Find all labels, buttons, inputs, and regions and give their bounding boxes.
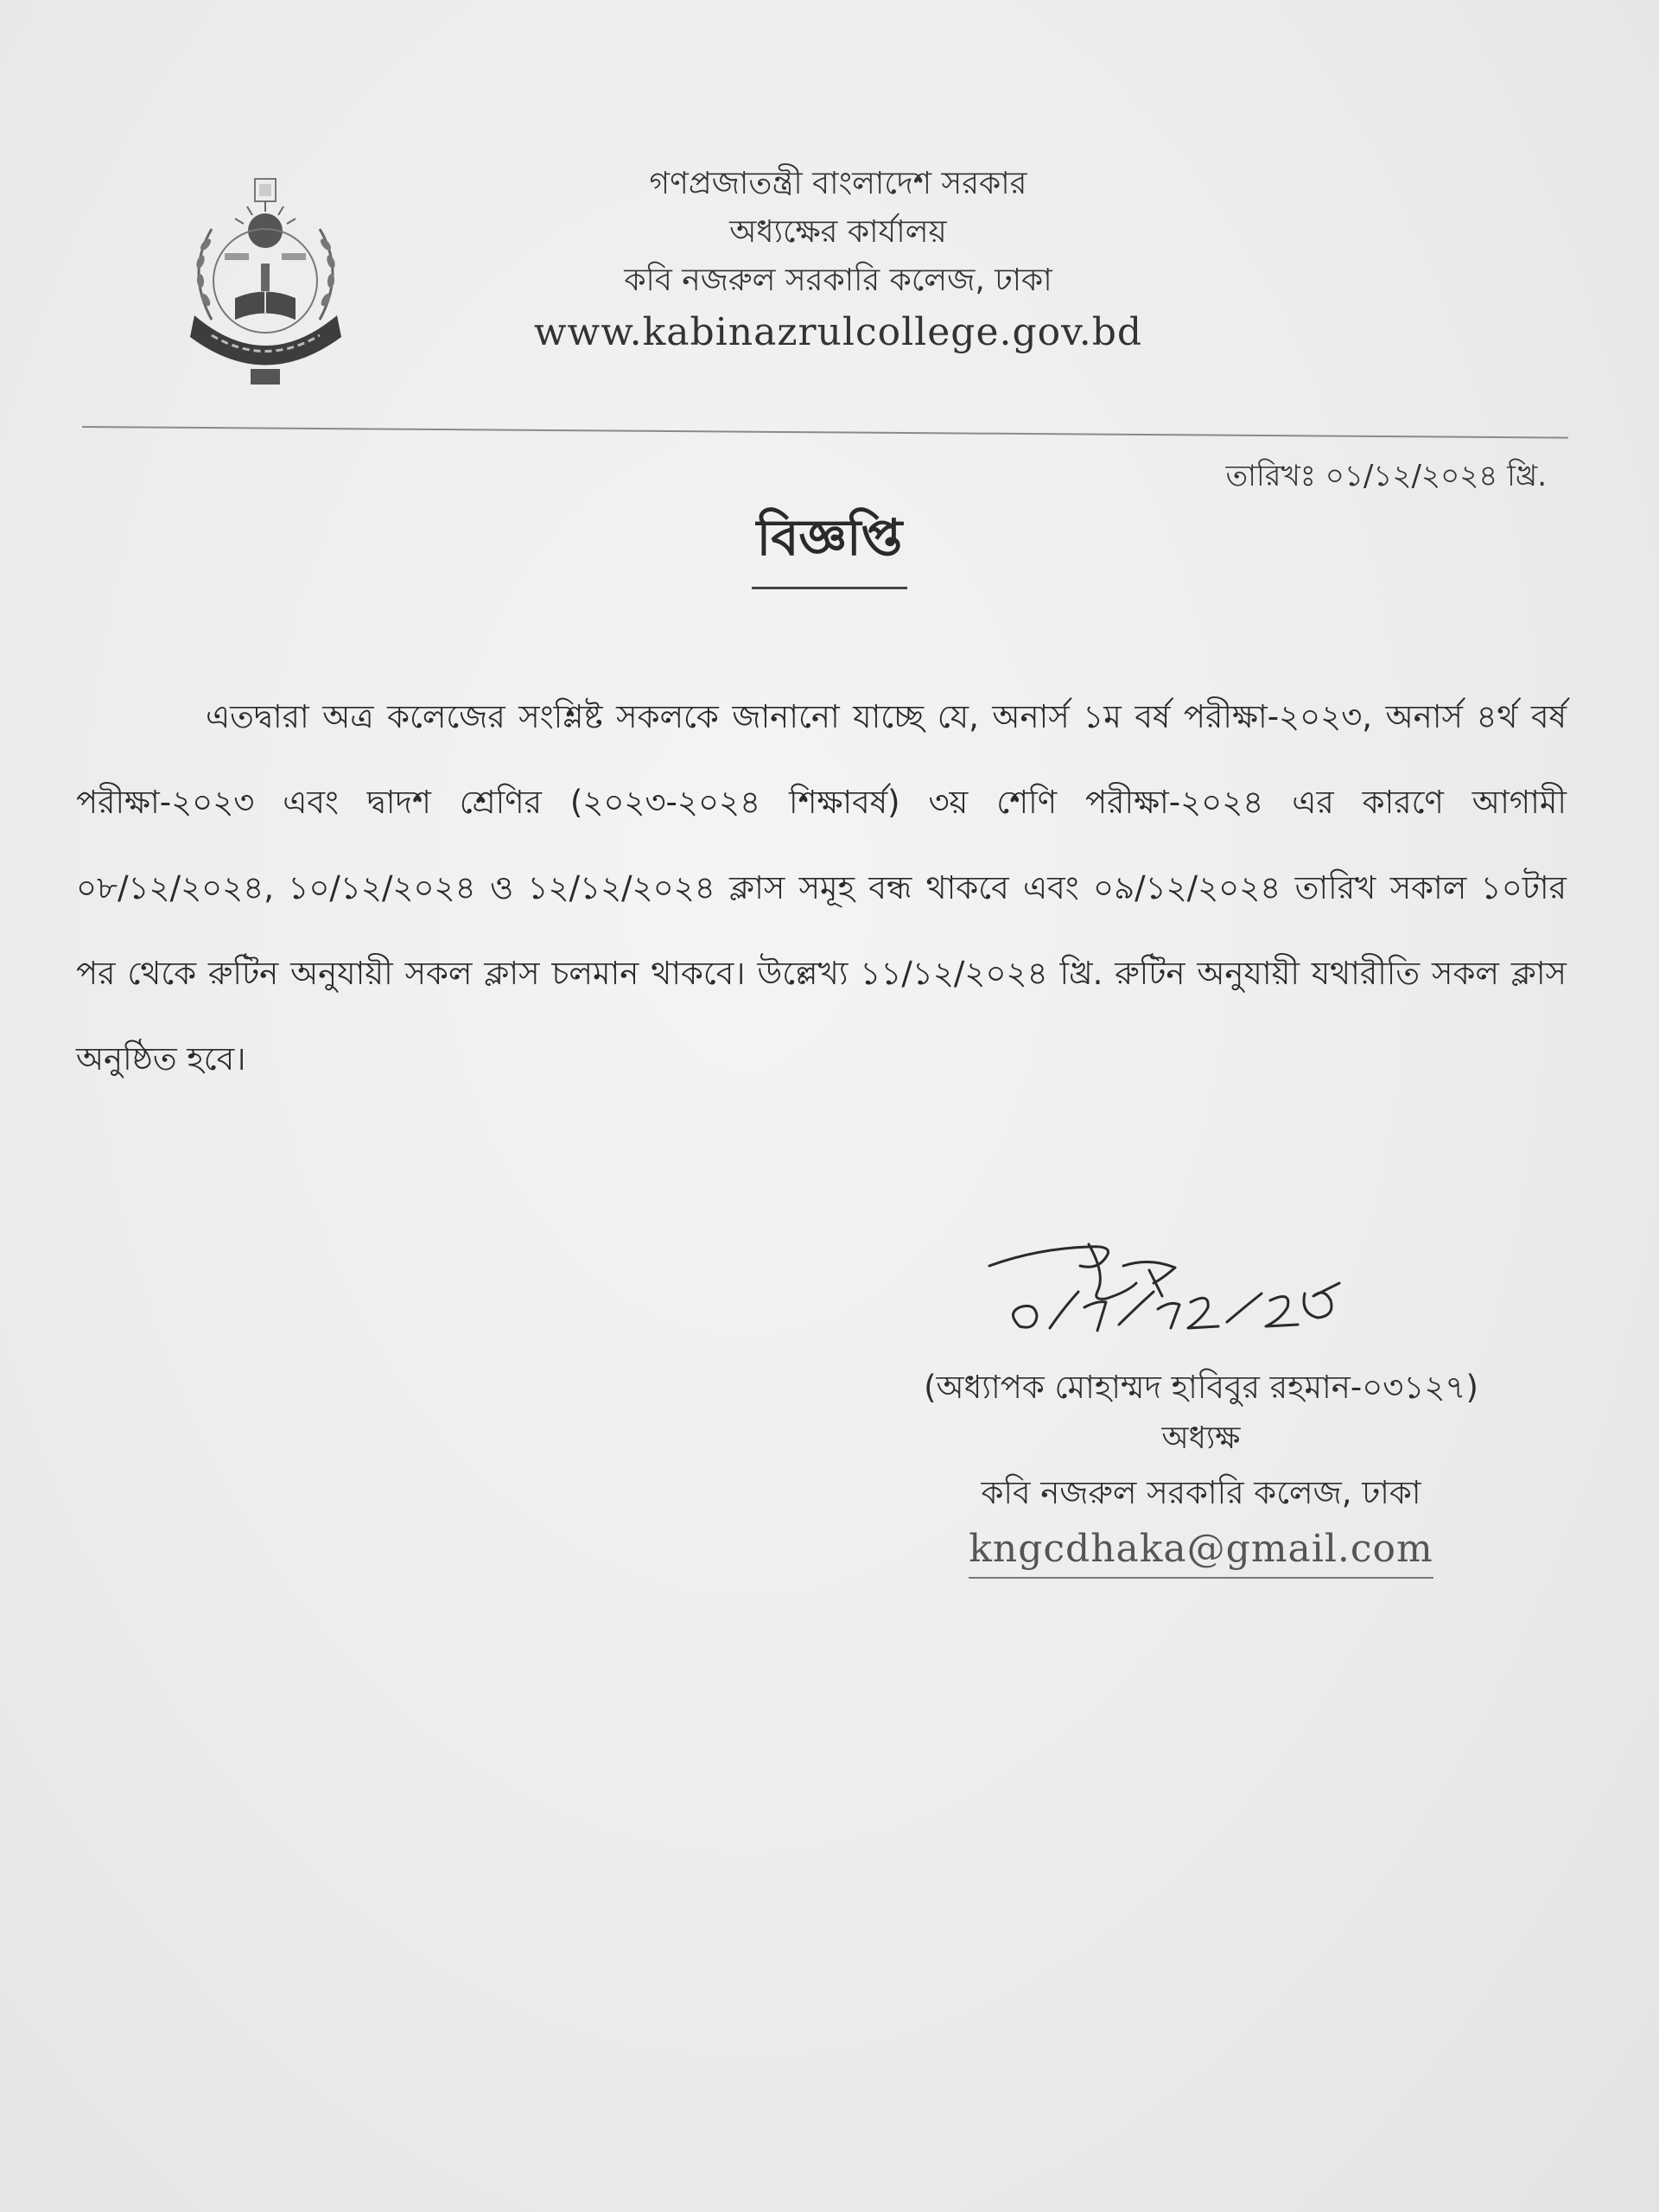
college-name: কবি নজরুল সরকারি কলেজ, ঢাকা [624,263,1052,298]
letterhead [484,160,1192,360]
notice-title: বিজ্ঞপ্তি [752,499,908,589]
website-link[interactable]: www.kabinazrulcollege.gov.bd [533,310,1143,354]
signatory-name: (অধ্যাপক মোহাম্মদ হাবিবুর রহমান-০৩১২৭) [924,1369,1478,1406]
notice-body: এতদ্বারা অত্র কলেজের সংশ্লিষ্ট সকলকে জানানো যাচ্ছে যে, অনার্স ১ম বর্ষ পরীক্ষা-২০২৩, অনার্স ৪র্থ বর্ষ পরীক্ষা-২০২৩ এবং দ্বাদশ শ্রেণির (২০২৩-২০২৪ শিক্ষাবর্ষ) ৩য় শেণি পরীক্ষা-২০২৪ এর কারণে আগামী ০৮/১২/২০২৪, ১০/১২/২০২৪ ও ১২/১২/২০২৪ ক্লাস সমূহ বন্ধ থাকবে এবং ০৯/১২/২০২৪ তারিখ সকাল ১০টার পর থেকে রুটিন অনুযায়ী সকল ক্লাস চলমান থাকবে। উল্লেখ্য ১১/১২/২০২৪ খ্রি. রুটিন অনুযায়ী যথারীতি সকল ক্লাস অনুষ্ঠিত হবে। [76,698,1567,1077]
notice-title-wrapper [0,499,1659,589]
signatory-designation: অধ্যক্ষ [1161,1421,1241,1456]
handwritten-signature [976,1231,1357,1370]
contact-email[interactable]: kngcdhaka@gmail.com [969,1523,1433,1579]
signatory-college: কবি নজরুল সরকারি কলেজ, ঢাকা [981,1474,1421,1511]
office-name: অধ্যক্ষের কার্যালয় [729,214,947,250]
signatory-block [847,1361,1555,1579]
notice-date: তারিখঃ ০১/১২/২০২৪ খ্রি. [1225,459,1547,493]
college-seal-logo [173,177,359,389]
header-divider [82,426,1568,439]
government-name: গণপ্রজাতন্ত্রী বাংলাদেশ সরকার [649,166,1027,201]
